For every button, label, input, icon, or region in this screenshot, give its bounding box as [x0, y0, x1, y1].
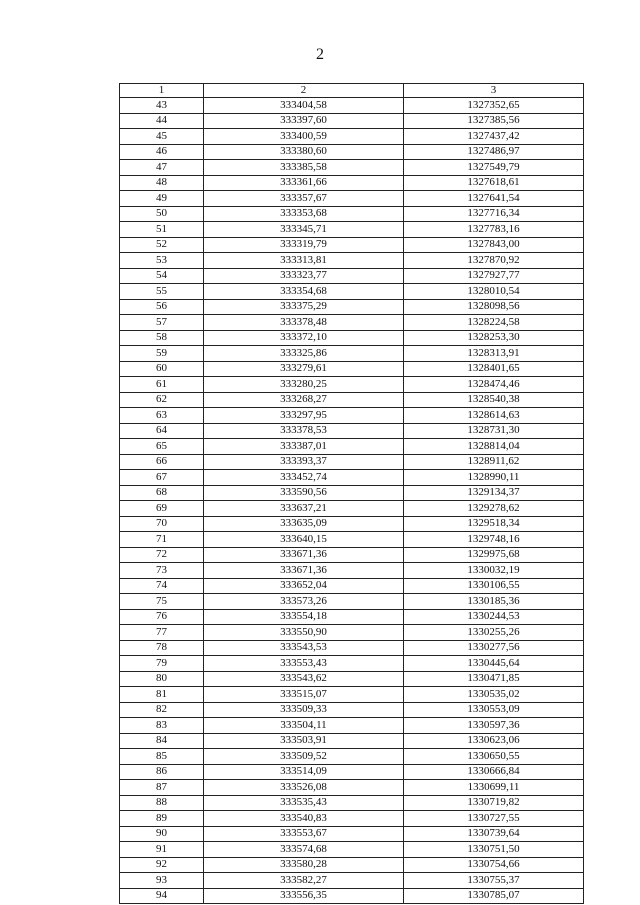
y-coordinate-cell: 1328010,54 — [404, 284, 584, 300]
x-coordinate-cell: 333385,58 — [204, 160, 404, 176]
point-number-cell: 76 — [120, 609, 204, 625]
x-coordinate-cell: 333671,36 — [204, 563, 404, 579]
y-coordinate-cell: 1327549,79 — [404, 160, 584, 176]
y-coordinate-cell: 1327486,97 — [404, 144, 584, 160]
y-coordinate-cell: 1327716,34 — [404, 206, 584, 222]
x-coordinate-cell: 333387,01 — [204, 439, 404, 455]
x-coordinate-cell: 333354,68 — [204, 284, 404, 300]
point-number-cell: 48 — [120, 175, 204, 191]
point-number-cell: 60 — [120, 361, 204, 377]
table-row — [120, 733, 584, 749]
point-number-cell: 91 — [120, 842, 204, 858]
x-coordinate-cell: 333540,83 — [204, 811, 404, 827]
x-coordinate-cell: 333514,09 — [204, 764, 404, 780]
y-coordinate-cell: 1329748,16 — [404, 532, 584, 548]
point-number-cell: 73 — [120, 563, 204, 579]
x-coordinate-cell: 333280,25 — [204, 377, 404, 393]
table-row — [120, 687, 584, 703]
y-coordinate-cell: 1328401,65 — [404, 361, 584, 377]
table-row — [120, 609, 584, 625]
y-coordinate-cell: 1327641,54 — [404, 191, 584, 207]
y-coordinate-cell: 1328098,56 — [404, 299, 584, 315]
x-coordinate-cell: 333323,77 — [204, 268, 404, 284]
x-coordinate-cell: 333509,52 — [204, 749, 404, 765]
point-number-cell: 51 — [120, 222, 204, 238]
x-coordinate-cell: 333397,60 — [204, 113, 404, 129]
y-coordinate-cell: 1330277,56 — [404, 640, 584, 656]
point-number-cell: 81 — [120, 687, 204, 703]
point-number-cell: 90 — [120, 826, 204, 842]
y-coordinate-cell: 1329134,37 — [404, 485, 584, 501]
table-row — [120, 857, 584, 873]
point-number-cell: 87 — [120, 780, 204, 796]
x-coordinate-cell: 333582,27 — [204, 873, 404, 889]
point-number-cell: 77 — [120, 625, 204, 641]
x-coordinate-cell: 333590,56 — [204, 485, 404, 501]
table-row — [120, 268, 584, 284]
point-number-cell: 93 — [120, 873, 204, 889]
x-coordinate-cell: 333554,18 — [204, 609, 404, 625]
point-number-cell: 53 — [120, 253, 204, 269]
table-row — [120, 206, 584, 222]
coordinates-table — [119, 83, 584, 904]
table-row — [120, 888, 584, 904]
table-row — [120, 578, 584, 594]
x-coordinate-cell: 333380,60 — [204, 144, 404, 160]
header-row — [120, 84, 584, 98]
y-coordinate-cell: 1330785,07 — [404, 888, 584, 904]
y-coordinate-cell: 1330727,55 — [404, 811, 584, 827]
x-coordinate-cell: 333640,15 — [204, 532, 404, 548]
table-row — [120, 175, 584, 191]
point-number-cell: 59 — [120, 346, 204, 362]
y-coordinate-cell: 1328614,63 — [404, 408, 584, 424]
table-row — [120, 315, 584, 331]
point-number-cell: 63 — [120, 408, 204, 424]
x-coordinate-cell: 333504,11 — [204, 718, 404, 734]
x-coordinate-cell: 333573,26 — [204, 594, 404, 610]
point-number-cell: 54 — [120, 268, 204, 284]
point-number-cell: 58 — [120, 330, 204, 346]
header-col-2: 2 — [204, 84, 404, 98]
table-row — [120, 594, 584, 610]
table-row — [120, 408, 584, 424]
x-coordinate-cell: 333372,10 — [204, 330, 404, 346]
table-row — [120, 671, 584, 687]
x-coordinate-cell: 333556,35 — [204, 888, 404, 904]
x-coordinate-cell: 333452,74 — [204, 470, 404, 486]
x-coordinate-cell: 333652,04 — [204, 578, 404, 594]
table-row — [120, 640, 584, 656]
header-col-1: 1 — [120, 84, 204, 98]
point-number-cell: 71 — [120, 532, 204, 548]
x-coordinate-cell: 333503,91 — [204, 733, 404, 749]
point-number-cell: 66 — [120, 454, 204, 470]
y-coordinate-cell: 1328224,58 — [404, 315, 584, 331]
point-number-cell: 57 — [120, 315, 204, 331]
table-row — [120, 299, 584, 315]
table-row — [120, 485, 584, 501]
table-row — [120, 284, 584, 300]
y-coordinate-cell: 1328313,91 — [404, 346, 584, 362]
table-row — [120, 780, 584, 796]
y-coordinate-cell: 1330739,64 — [404, 826, 584, 842]
point-number-cell: 67 — [120, 470, 204, 486]
table-row — [120, 392, 584, 408]
point-number-cell: 62 — [120, 392, 204, 408]
x-coordinate-cell: 333393,37 — [204, 454, 404, 470]
y-coordinate-cell: 1330445,64 — [404, 656, 584, 672]
table-row — [120, 501, 584, 517]
x-coordinate-cell: 333543,53 — [204, 640, 404, 656]
y-coordinate-cell: 1327618,61 — [404, 175, 584, 191]
point-number-cell: 83 — [120, 718, 204, 734]
x-coordinate-cell: 333400,59 — [204, 129, 404, 145]
point-number-cell: 74 — [120, 578, 204, 594]
x-coordinate-cell: 333378,53 — [204, 423, 404, 439]
table-row — [120, 718, 584, 734]
page-number: 2 — [316, 46, 324, 63]
x-coordinate-cell: 333268,27 — [204, 392, 404, 408]
y-coordinate-cell: 1327843,00 — [404, 237, 584, 253]
x-coordinate-cell: 333357,67 — [204, 191, 404, 207]
y-coordinate-cell: 1329518,34 — [404, 516, 584, 532]
table-row — [120, 842, 584, 858]
y-coordinate-cell: 1330106,55 — [404, 578, 584, 594]
table-row — [120, 377, 584, 393]
table-row — [120, 656, 584, 672]
x-coordinate-cell: 333635,09 — [204, 516, 404, 532]
x-coordinate-cell: 333361,66 — [204, 175, 404, 191]
y-coordinate-cell: 1327870,92 — [404, 253, 584, 269]
table-row — [120, 330, 584, 346]
point-number-cell: 52 — [120, 237, 204, 253]
y-coordinate-cell: 1328474,46 — [404, 377, 584, 393]
x-coordinate-cell: 333378,48 — [204, 315, 404, 331]
point-number-cell: 64 — [120, 423, 204, 439]
table-row — [120, 222, 584, 238]
table-row — [120, 795, 584, 811]
y-coordinate-cell: 1328911,62 — [404, 454, 584, 470]
point-number-cell: 46 — [120, 144, 204, 160]
x-coordinate-cell: 333345,71 — [204, 222, 404, 238]
table-header — [120, 84, 584, 98]
table-row — [120, 439, 584, 455]
x-coordinate-cell: 333325,86 — [204, 346, 404, 362]
y-coordinate-cell: 1328990,11 — [404, 470, 584, 486]
table-row — [120, 826, 584, 842]
table-row — [120, 702, 584, 718]
x-coordinate-cell: 333553,43 — [204, 656, 404, 672]
table-row — [120, 454, 584, 470]
y-coordinate-cell: 1330553,09 — [404, 702, 584, 718]
y-coordinate-cell: 1330597,36 — [404, 718, 584, 734]
point-number-cell: 50 — [120, 206, 204, 222]
point-number-cell: 92 — [120, 857, 204, 873]
point-number-cell: 84 — [120, 733, 204, 749]
table-row — [120, 811, 584, 827]
x-coordinate-cell: 333671,36 — [204, 547, 404, 563]
y-coordinate-cell: 1330754,66 — [404, 857, 584, 873]
point-number-cell: 45 — [120, 129, 204, 145]
y-coordinate-cell: 1327352,65 — [404, 98, 584, 114]
point-number-cell: 85 — [120, 749, 204, 765]
point-number-cell: 80 — [120, 671, 204, 687]
table-row — [120, 625, 584, 641]
x-coordinate-cell: 333526,08 — [204, 780, 404, 796]
point-number-cell: 69 — [120, 501, 204, 517]
table-row — [120, 129, 584, 145]
table-row — [120, 361, 584, 377]
point-number-cell: 55 — [120, 284, 204, 300]
table-row — [120, 237, 584, 253]
table-row — [120, 253, 584, 269]
y-coordinate-cell: 1328540,38 — [404, 392, 584, 408]
y-coordinate-cell: 1330032,19 — [404, 563, 584, 579]
y-coordinate-cell: 1328253,30 — [404, 330, 584, 346]
x-coordinate-cell: 333509,33 — [204, 702, 404, 718]
point-number-cell: 47 — [120, 160, 204, 176]
point-number-cell: 89 — [120, 811, 204, 827]
table-row — [120, 563, 584, 579]
x-coordinate-cell: 333375,29 — [204, 299, 404, 315]
table-row — [120, 98, 584, 114]
header-col-3: 3 — [404, 84, 584, 98]
table-row — [120, 144, 584, 160]
point-number-cell: 88 — [120, 795, 204, 811]
table-row — [120, 749, 584, 765]
table-row — [120, 873, 584, 889]
y-coordinate-cell: 1330623,06 — [404, 733, 584, 749]
y-coordinate-cell: 1327783,16 — [404, 222, 584, 238]
x-coordinate-cell: 333543,62 — [204, 671, 404, 687]
y-coordinate-cell: 1330535,02 — [404, 687, 584, 703]
x-coordinate-cell: 333580,28 — [204, 857, 404, 873]
point-number-cell: 61 — [120, 377, 204, 393]
y-coordinate-cell: 1330471,85 — [404, 671, 584, 687]
point-number-cell: 70 — [120, 516, 204, 532]
x-coordinate-cell: 333353,68 — [204, 206, 404, 222]
y-coordinate-cell: 1329975,68 — [404, 547, 584, 563]
point-number-cell: 75 — [120, 594, 204, 610]
point-number-cell: 78 — [120, 640, 204, 656]
point-number-cell: 72 — [120, 547, 204, 563]
table-row — [120, 547, 584, 563]
point-number-cell: 56 — [120, 299, 204, 315]
point-number-cell: 86 — [120, 764, 204, 780]
y-coordinate-cell: 1327927,77 — [404, 268, 584, 284]
y-coordinate-cell: 1329278,62 — [404, 501, 584, 517]
y-coordinate-cell: 1330650,55 — [404, 749, 584, 765]
x-coordinate-cell: 333535,43 — [204, 795, 404, 811]
x-coordinate-cell: 333319,79 — [204, 237, 404, 253]
y-coordinate-cell: 1327437,42 — [404, 129, 584, 145]
table-row — [120, 764, 584, 780]
y-coordinate-cell: 1330699,11 — [404, 780, 584, 796]
point-number-cell: 49 — [120, 191, 204, 207]
point-number-cell: 94 — [120, 888, 204, 904]
x-coordinate-cell: 333553,67 — [204, 826, 404, 842]
x-coordinate-cell: 333637,21 — [204, 501, 404, 517]
y-coordinate-cell: 1330755,37 — [404, 873, 584, 889]
y-coordinate-cell: 1328814,04 — [404, 439, 584, 455]
x-coordinate-cell: 333515,07 — [204, 687, 404, 703]
x-coordinate-cell: 333404,58 — [204, 98, 404, 114]
point-number-cell: 43 — [120, 98, 204, 114]
table-row — [120, 532, 584, 548]
y-coordinate-cell: 1330751,50 — [404, 842, 584, 858]
y-coordinate-cell: 1330255,26 — [404, 625, 584, 641]
point-number-cell: 65 — [120, 439, 204, 455]
point-number-cell: 68 — [120, 485, 204, 501]
x-coordinate-cell: 333279,61 — [204, 361, 404, 377]
table-body — [120, 98, 584, 904]
y-coordinate-cell: 1330666,84 — [404, 764, 584, 780]
table-row — [120, 346, 584, 362]
table-row — [120, 516, 584, 532]
point-number-cell: 82 — [120, 702, 204, 718]
y-coordinate-cell: 1330719,82 — [404, 795, 584, 811]
table-row — [120, 191, 584, 207]
x-coordinate-cell: 333313,81 — [204, 253, 404, 269]
x-coordinate-cell: 333297,95 — [204, 408, 404, 424]
table-row — [120, 423, 584, 439]
y-coordinate-cell: 1327385,56 — [404, 113, 584, 129]
point-number-cell: 79 — [120, 656, 204, 672]
x-coordinate-cell: 333574,68 — [204, 842, 404, 858]
table-row — [120, 113, 584, 129]
y-coordinate-cell: 1330244,53 — [404, 609, 584, 625]
y-coordinate-cell: 1330185,36 — [404, 594, 584, 610]
x-coordinate-cell: 333550,90 — [204, 625, 404, 641]
table-row — [120, 470, 584, 486]
table-row — [120, 160, 584, 176]
point-number-cell: 44 — [120, 113, 204, 129]
y-coordinate-cell: 1328731,30 — [404, 423, 584, 439]
